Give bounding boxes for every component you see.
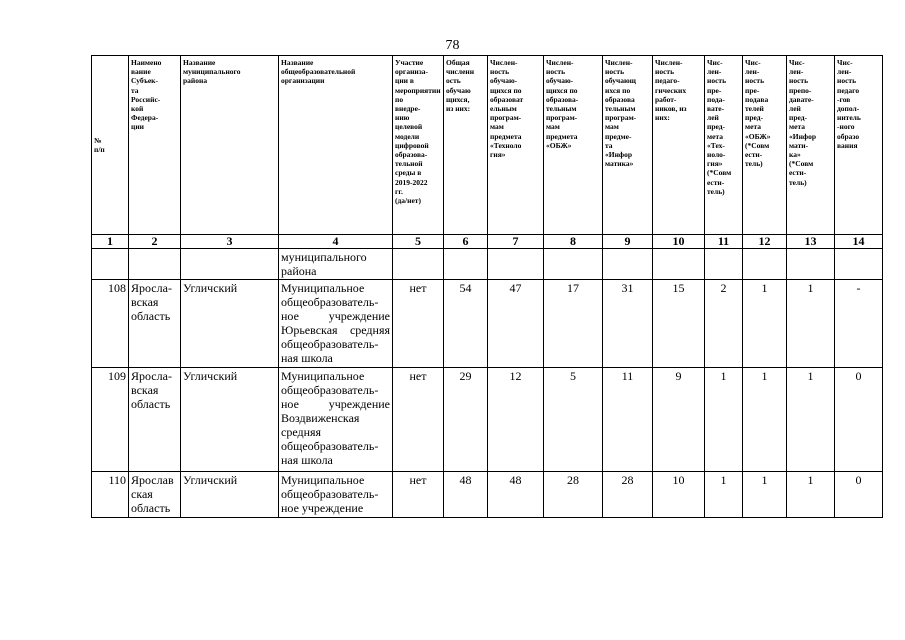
header-cell: Числен- ность обучаю- щихся по образоват ельным програм- мам предмета «Техноло гия» (488, 56, 544, 235)
header-cell: Чис- лен- ность пре- подава телей пред- мета «ОБЖ» (*Совм ести- тель) (743, 56, 787, 235)
row-number: 108 (92, 280, 129, 368)
org-name-cell: Муниципальное общеобразователь-ное учреждение Воздвиженская средняя общеобразователь-ная школа (279, 368, 393, 472)
obzh-students-cell: 5 (544, 368, 603, 472)
column-number: 6 (444, 235, 488, 249)
region-cell: Яросла- вская область (129, 368, 181, 472)
header-cell: № п/п (92, 56, 129, 235)
column-number: 10 (653, 235, 705, 249)
org-name-cell: Муниципальное общеобразователь-ное учреждение (279, 472, 393, 518)
column-number: 12 (743, 235, 787, 249)
column-number: 1 (92, 235, 129, 249)
obzh-students-cell: 17 (544, 280, 603, 368)
column-number-row (92, 235, 883, 249)
column-number: 9 (603, 235, 653, 249)
header-cell: Общая численн ость обучаю щихся, из них: (444, 56, 488, 235)
district-cell: Угличский (181, 368, 279, 472)
info-students-cell: 31 (603, 280, 653, 368)
participation-cell: нет (393, 368, 444, 472)
header-cell: Название общеобразовательной организации (279, 56, 393, 235)
header-cell: Чис- лен- ность пре- пода- вате- лей пред- мета «Тех- ноло- гия» (*Совм ести- тель) (705, 56, 743, 235)
data-table (91, 55, 883, 518)
total-students-cell: 54 (444, 280, 488, 368)
row-number: 109 (92, 368, 129, 472)
obzh-teachers-cell: 1 (743, 472, 787, 518)
tech-teachers-cell: 2 (705, 280, 743, 368)
tech-teachers-cell: 1 (705, 368, 743, 472)
region-cell: Яросла- вская область (129, 280, 181, 368)
header-cell: Участие организа- ции в мероприятии по внедре- нию целевой модели цифровой образова- тельной среды в 2019-2022 гг. (да/нет) (393, 56, 444, 235)
column-number: 8 (544, 235, 603, 249)
table-row (92, 472, 883, 518)
column-number: 4 (279, 235, 393, 249)
total-students-cell: 29 (444, 368, 488, 472)
column-number: 14 (835, 235, 883, 249)
table-row (92, 280, 883, 368)
district-cell: Угличский (181, 472, 279, 518)
page-number: 78 (445, 38, 460, 53)
tech-students-cell: 47 (488, 280, 544, 368)
table-row (92, 368, 883, 472)
header-cell: Название муниципального района (181, 56, 279, 235)
participation-cell: нет (393, 472, 444, 518)
district-cell: Угличский (181, 280, 279, 368)
header-cell: Числен- ность обучающ ихся по образова тельным програм- мам предме- та «Инфор матика» (603, 56, 653, 235)
info-teachers-cell: 1 (787, 472, 835, 518)
info-students-cell: 11 (603, 368, 653, 472)
header-cell: Наимено вание Субъек- та Российс- кой Федера- ции (129, 56, 181, 235)
continuation-row (92, 249, 883, 280)
teachers-cell: 10 (653, 472, 705, 518)
header-row (92, 56, 883, 235)
header-cell: Числен- ность педаго- гических работ- ников, из них: (653, 56, 705, 235)
org-name-cell: Муниципальное общеобразователь-ное учреждение Юрьевская средняя общеобразователь-ная школа (279, 280, 393, 368)
info-teachers-cell: 1 (787, 368, 835, 472)
column-number: 5 (393, 235, 444, 249)
region-cell: Ярослав ская область (129, 472, 181, 518)
obzh-teachers-cell: 1 (743, 280, 787, 368)
total-students-cell: 48 (444, 472, 488, 518)
teachers-cell: 15 (653, 280, 705, 368)
info-teachers-cell: 1 (787, 280, 835, 368)
teachers-cell: 9 (653, 368, 705, 472)
column-number: 2 (129, 235, 181, 249)
column-number: 13 (787, 235, 835, 249)
additional-teachers-cell: 0 (835, 368, 883, 472)
info-students-cell: 28 (603, 472, 653, 518)
row-number: 110 (92, 472, 129, 518)
tech-students-cell: 12 (488, 368, 544, 472)
additional-teachers-cell: - (835, 280, 883, 368)
tech-students-cell: 48 (488, 472, 544, 518)
column-number: 11 (705, 235, 743, 249)
obzh-students-cell: 28 (544, 472, 603, 518)
header-cell: Чис- лен- ность педаго -гов допол- нитель -ного образо вания (835, 56, 883, 235)
column-number: 7 (488, 235, 544, 249)
org-name-cell: муниципального района (279, 249, 393, 280)
tech-teachers-cell: 1 (705, 472, 743, 518)
obzh-teachers-cell: 1 (743, 368, 787, 472)
column-number: 3 (181, 235, 279, 249)
participation-cell: нет (393, 280, 444, 368)
additional-teachers-cell: 0 (835, 472, 883, 518)
header-cell: Числен- ность обучаю- щихся по образова- тельным програм- мам предмета «ОБЖ» (544, 56, 603, 235)
header-cell: Чис- лен- ность препо- давате- лей пред- мета «Инфор мати- ка» (*Совм ести- тель) (787, 56, 835, 235)
